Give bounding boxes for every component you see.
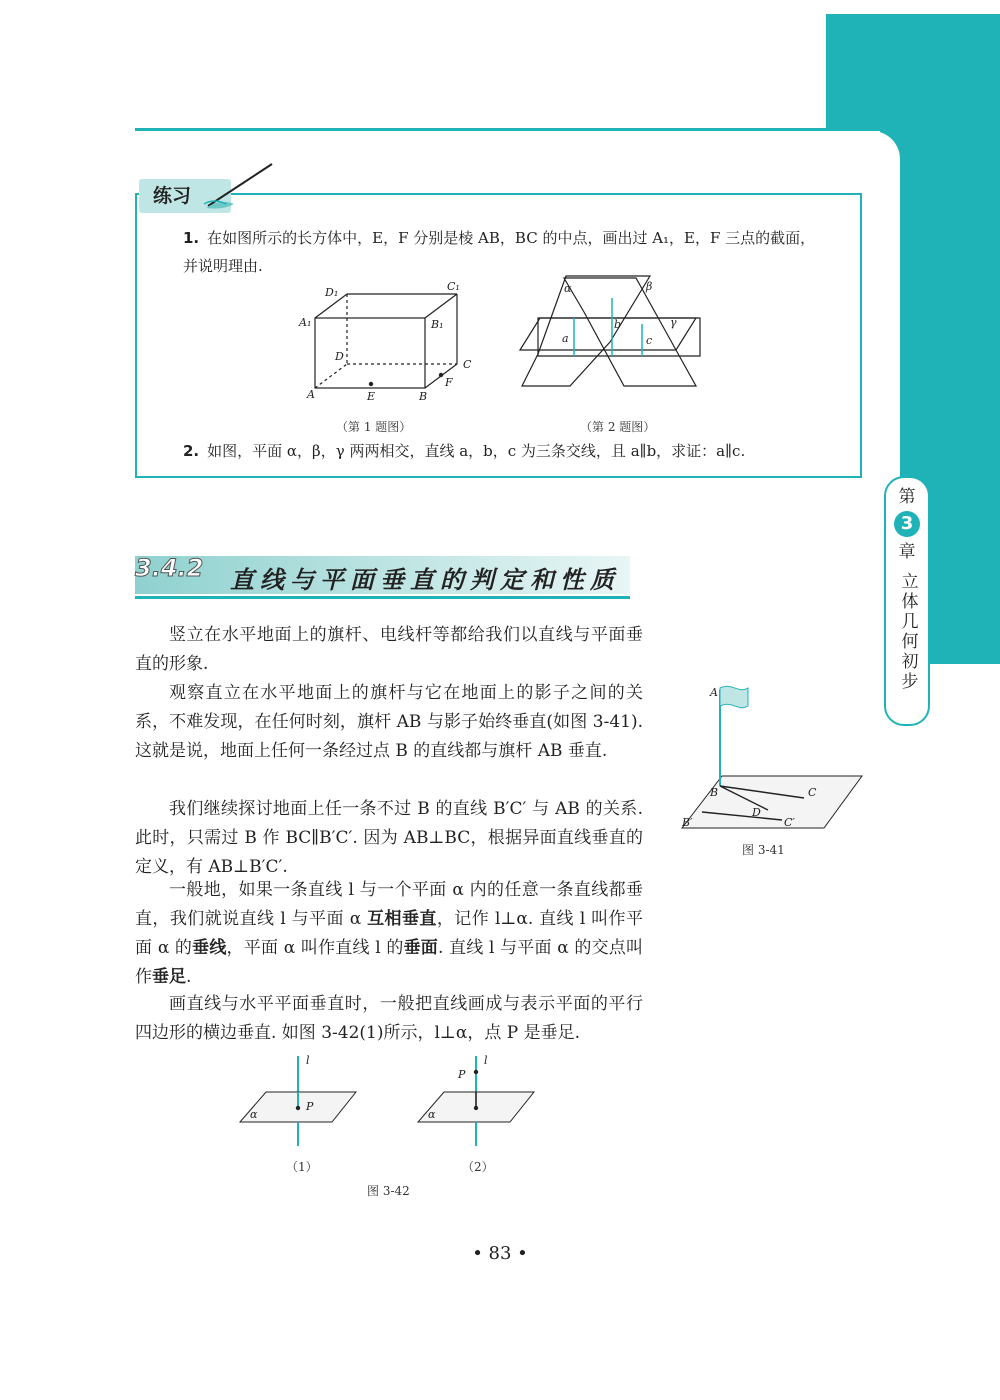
label-l-1: l	[306, 1054, 310, 1067]
q1-number: 1.	[183, 229, 200, 247]
flag-icon	[720, 686, 748, 707]
top-rule	[135, 128, 883, 131]
q2-text: 如图，平面 α，β，γ 两两相交，直线 a，b，c 为三条交线，且 a∥b，求证：a∥c.	[207, 442, 746, 460]
pen-icon	[200, 160, 280, 212]
term-perpendicular-line: 垂线	[192, 938, 227, 958]
paragraph-3: 我们继续探讨地面上任一条不过 B 的直线 B′C′ 与 AB 的关系. 此时，只需过 B 作 BC∥B′C′. 因为 AB⊥BC，根据异面直线垂直的定义，有 AB⊥B′C′.	[135, 799, 643, 877]
section-underline	[135, 596, 630, 599]
label-P-1: P	[306, 1100, 314, 1113]
label-D1: D₁	[325, 286, 339, 299]
label-B: B	[419, 390, 428, 403]
label-F: F	[445, 376, 453, 389]
label-flag-B: B	[710, 786, 719, 799]
point-E	[369, 382, 373, 386]
fig342-caption: 图 3-42	[367, 1184, 410, 1198]
section-heading	[135, 550, 630, 598]
fig-cuboid	[295, 280, 475, 405]
p4-part-e: .	[186, 967, 192, 987]
term-mutually-perpendicular: 互相垂直	[367, 909, 437, 929]
exercise-q1	[183, 224, 823, 280]
exercise-tag: 练习	[139, 179, 231, 213]
label-B1: B₁	[431, 318, 444, 331]
fig342-sub1: （1）	[286, 1160, 318, 1174]
fig-342-2	[414, 1052, 544, 1152]
fig341-caption: 图 3-41	[742, 843, 785, 857]
label-P-2: P	[458, 1068, 466, 1081]
exercise-q2	[183, 437, 823, 465]
section-number: 3.4.2	[135, 554, 204, 582]
term-foot: 垂足	[152, 967, 186, 987]
label-beta: β	[646, 280, 653, 293]
paragraph-2: 观察直立在水平地面上的旗杆与它在地面上的影子之间的关系，不难发现，在任何时刻，旗杆 AB 与影子始终垂直(如图 3-41). 这就是说，地面上任何一条经过点 B 的直线都与旗杆 AB 垂直.	[135, 683, 643, 761]
label-A1: A₁	[299, 316, 312, 329]
label-alpha-2: α	[428, 1108, 436, 1121]
fig1-caption: （第 1 题图）	[336, 420, 412, 434]
fig-three-planes	[518, 272, 718, 394]
fig342-sub2: （2）	[462, 1160, 494, 1174]
paragraph-4	[135, 876, 643, 992]
label-C: C	[463, 358, 472, 371]
label-A: A	[307, 388, 315, 401]
chapter-label-bottom: 章	[898, 542, 916, 562]
label-E: E	[367, 390, 376, 403]
chapter-tab[interactable]	[884, 476, 930, 726]
chapter-label-top: 第	[898, 487, 916, 507]
q1-text: 在如图所示的长方体中，E，F 分别是棱 AB，BC 的中点，画出过 A₁，E，F 三点的截面，并说明理由.	[183, 229, 816, 275]
label-b: b	[614, 318, 622, 331]
section-title: 直线与平面垂直的判定和性质	[230, 565, 620, 594]
label-flag-Bprime: B′	[682, 816, 693, 829]
p4-part-a: 一般地，如果一条直线 l 与一个平面 α 内的任意一条直线都垂直，我们就说直线 l 与平面 α	[135, 880, 643, 929]
label-C1: C₁	[447, 280, 460, 293]
fig2-caption: （第 2 题图）	[580, 420, 656, 434]
chapter-number: 3	[894, 511, 920, 537]
p4-part-c: ，平面 α 叫作直线 l 的	[226, 938, 404, 958]
chapter-title: 立体几何初步	[897, 572, 918, 692]
page-number: • 83 •	[472, 1243, 528, 1264]
p4-part-d: . 直线 l 与平面 α 的交点叫作	[135, 938, 644, 987]
label-flag-C: C	[808, 786, 817, 799]
p4-part-b: ，记作 l⊥α. 直线 l 叫作平面 α 的	[135, 909, 643, 958]
fig-342-1	[236, 1052, 366, 1152]
paragraph-1: 竖立在水平地面上的旗杆、电线杆等都给我们以直线与平面垂直的形象.	[135, 625, 643, 674]
fig-flagpole	[676, 680, 866, 830]
paragraph-5: 画直线与水平平面垂直时，一般把直线画成与表示平面的平行四边形的横边垂直. 如图 3-42(1)所示，l⊥α，点 P 是垂足.	[135, 994, 643, 1043]
label-gamma: γ	[670, 316, 677, 329]
label-a: a	[562, 332, 569, 345]
q2-number: 2.	[183, 442, 200, 460]
label-flag-A: A	[710, 686, 718, 699]
label-D: D	[335, 350, 344, 363]
label-c: c	[646, 334, 653, 347]
label-alpha: α	[564, 282, 572, 295]
label-flag-D: D	[752, 806, 761, 819]
label-flag-Cprime: C′	[784, 816, 795, 829]
point-F	[439, 373, 443, 377]
label-alpha-1: α	[250, 1108, 258, 1121]
term-perpendicular-plane: 垂面	[403, 938, 438, 958]
label-l-2: l	[484, 1054, 488, 1067]
